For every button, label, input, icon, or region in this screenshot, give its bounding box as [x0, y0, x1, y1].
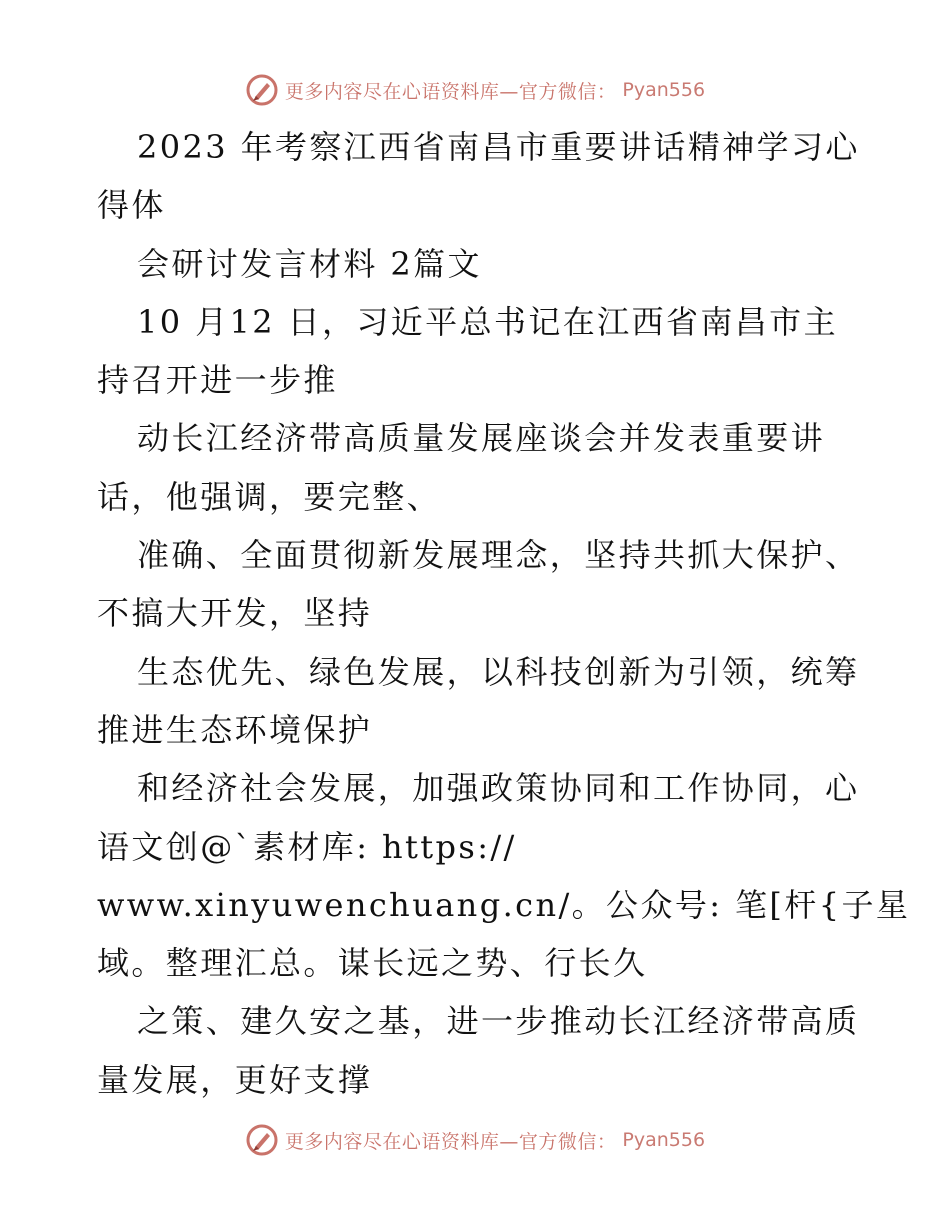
doc-line: 会研讨发言材料 2篇文	[137, 244, 482, 283]
document-body	[97, 118, 911, 1109]
doc-line: 语文创@`素材库: https://	[97, 827, 517, 866]
doc-line: 持召开进一步推	[97, 361, 338, 400]
doc-line: 2023 年考察江西省南昌市重要讲话精神学习心	[137, 128, 860, 166]
doc-line: 量发展，更好支撑	[97, 1060, 373, 1099]
doc-line: 10 月12 日，习近平总书记在江西省南昌市主	[137, 302, 838, 341]
doc-line: 动长江经济带高质量发展座谈会并发表重要讲	[137, 419, 826, 458]
doc-line: www.xinyuwenchuang.cn/。公众号: 笔[杆{子星	[97, 885, 911, 924]
doc-line: 推进生态环境保护	[97, 710, 373, 749]
doc-line: 和经济社会发展，加强政策协同和工作协同，心	[137, 769, 860, 808]
doc-line: 得体	[97, 186, 166, 225]
doc-line: 生态优先、绿色发展，以科技创新为引领，统筹	[137, 652, 860, 691]
watermark-text: 更多内容尽在心语资料库—官方微信：	[284, 1130, 617, 1153]
doc-line: 之策、建久安之基，进一步推动长江经济带高质	[137, 1002, 860, 1041]
watermark-text: 更多内容尽在心语资料库—官方微信：	[284, 80, 617, 103]
doc-line: 不搞大开发，坚持	[97, 594, 373, 633]
pen-circle-logo-icon	[245, 73, 279, 107]
doc-line: 话，他强调，要完整、	[97, 477, 442, 516]
pen-circle-logo-icon	[245, 1123, 279, 1157]
watermark-contact: Pyan556	[622, 79, 706, 101]
doc-line: 准确、全面贯彻新发展理念，坚持共抓大保护、	[137, 536, 860, 575]
footer-watermark	[0, 1120, 950, 1160]
doc-line: 域。整理汇总。谋长远之势、行长久	[97, 944, 648, 983]
header-watermark	[0, 70, 950, 110]
watermark-contact: Pyan556	[622, 1129, 706, 1151]
